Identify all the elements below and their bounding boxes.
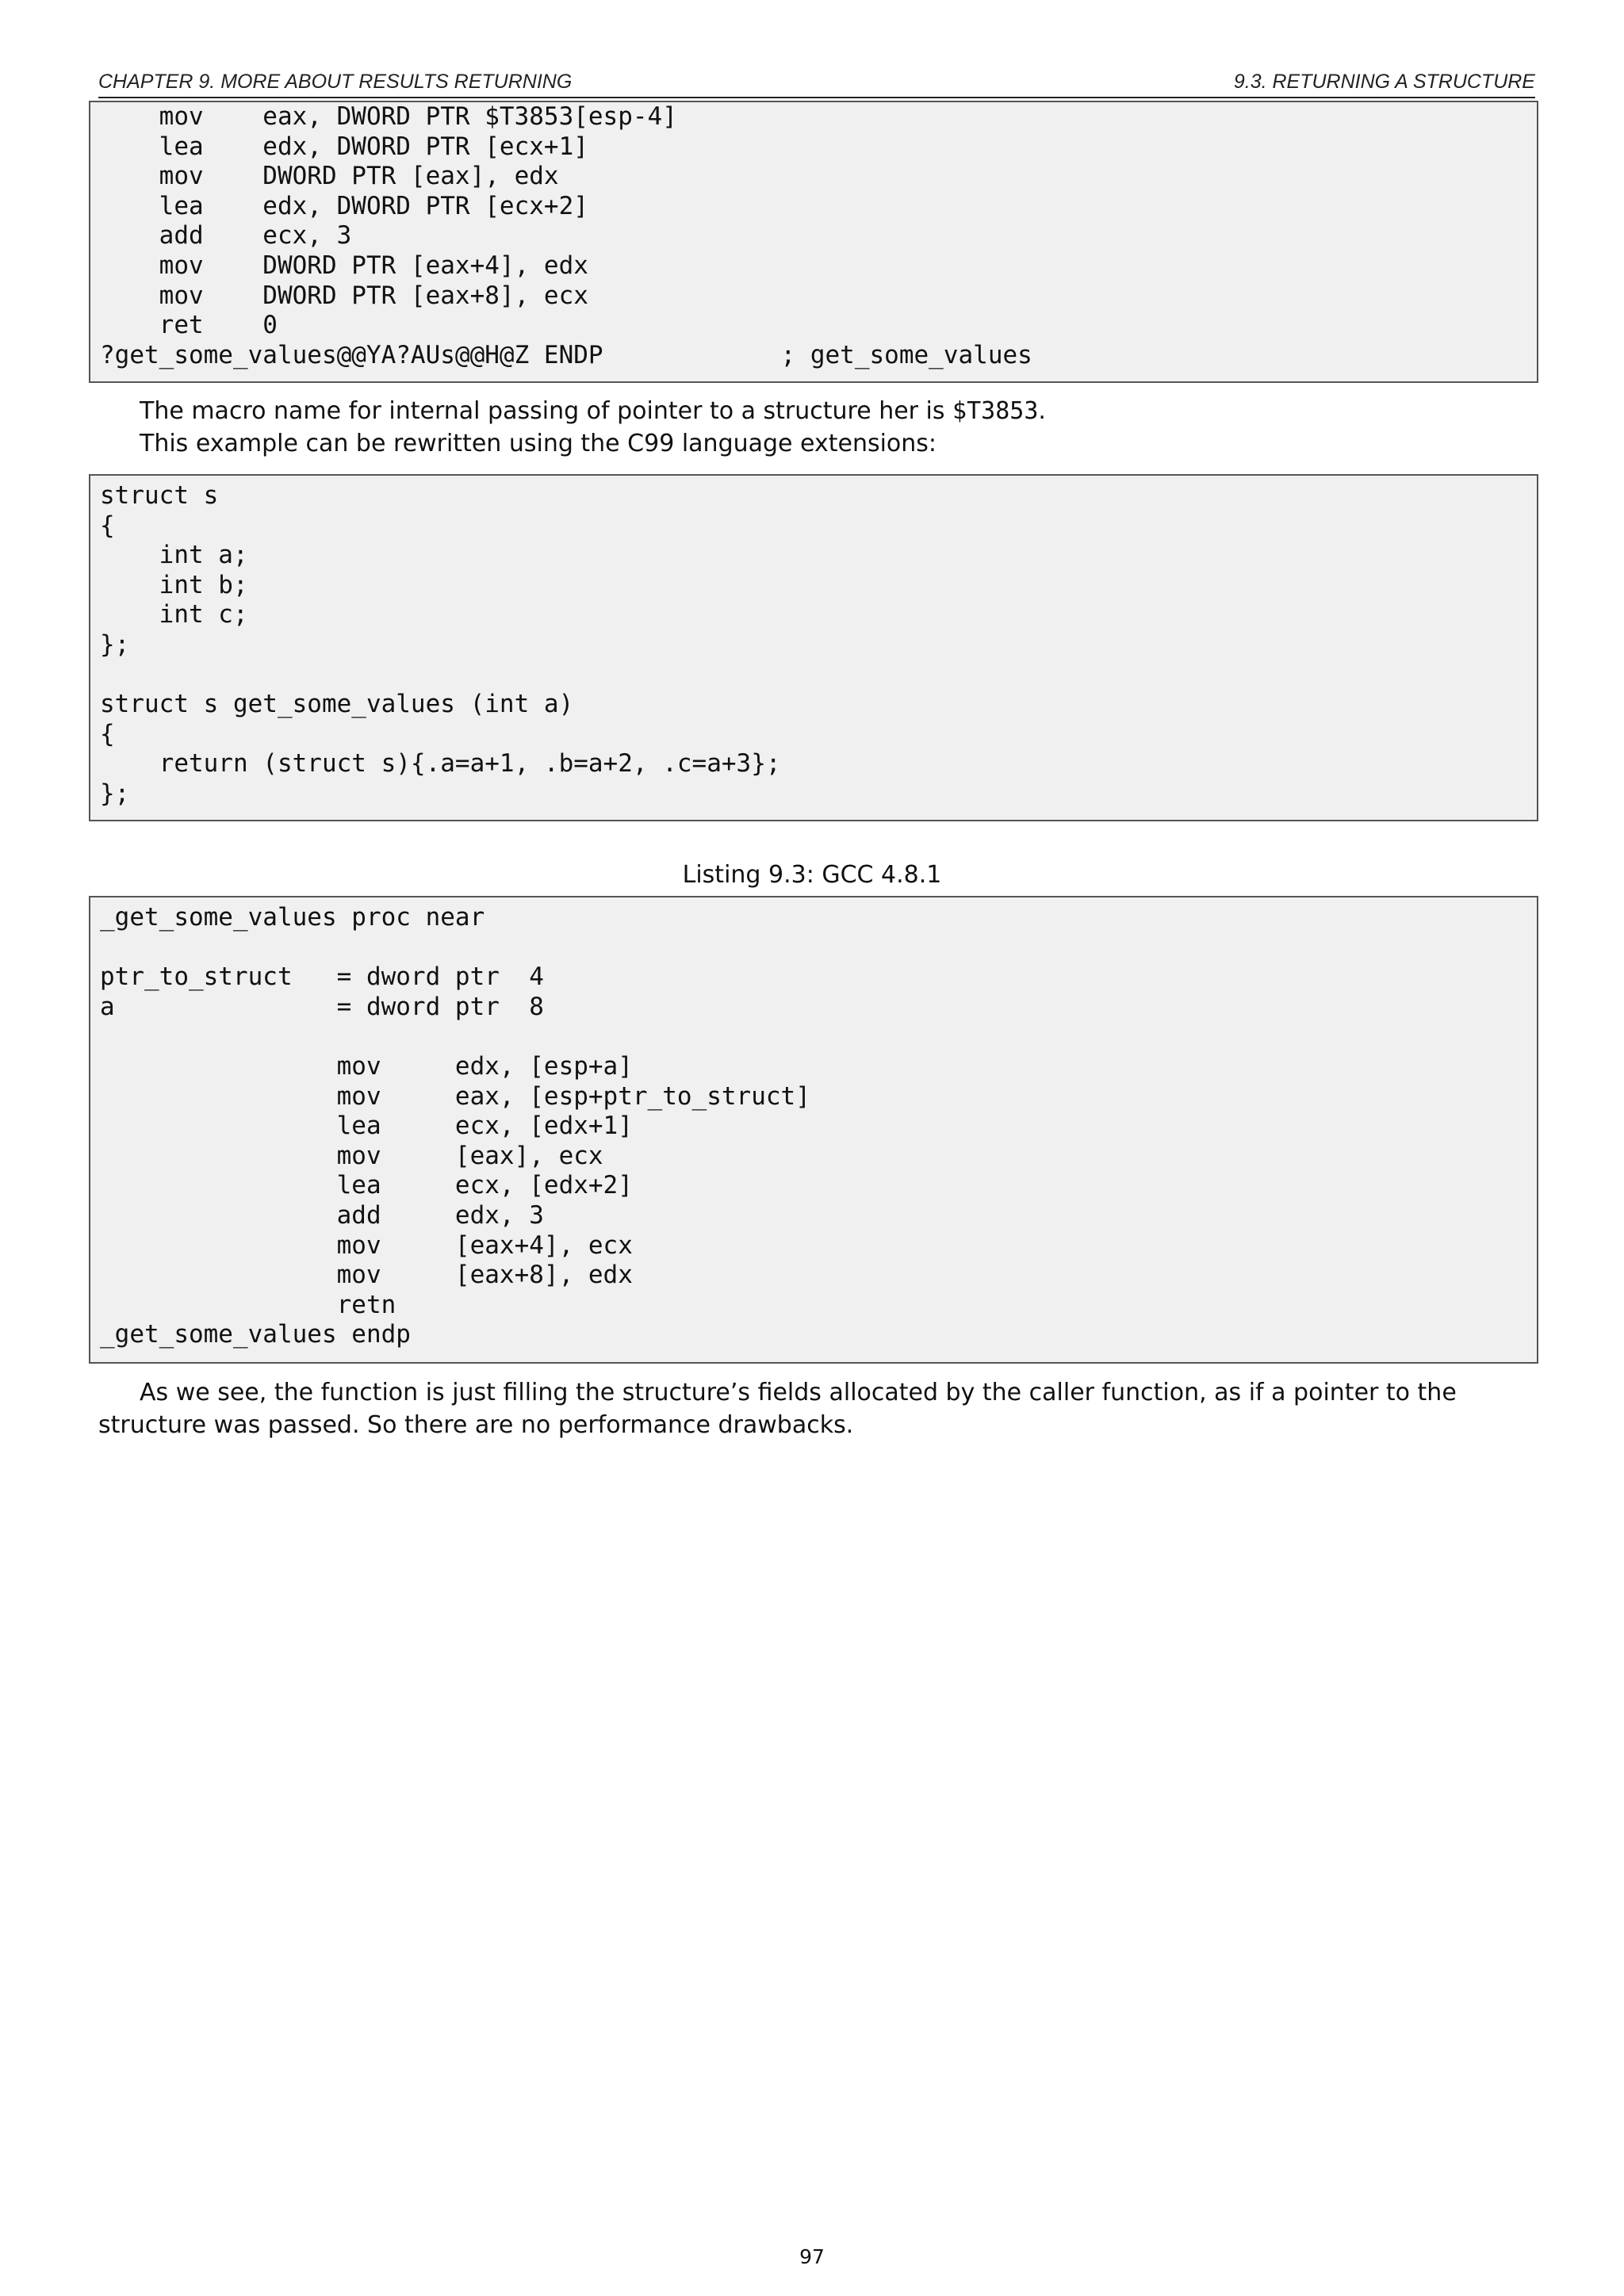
code-line: mov eax, DWORD PTR $T3853[esp-4]	[100, 102, 677, 131]
chapter-title: CHAPTER 9. MORE ABOUT RESULTS RETURNING	[98, 71, 573, 93]
code-line: ?get_some_values@@YA?AUs@@H@Z ENDP ; get_some_values	[100, 340, 1032, 369]
paragraph-line	[98, 395, 1535, 427]
code-line: retn	[100, 1290, 396, 1319]
text: .	[1038, 397, 1046, 425]
code-line: mov edx, [esp+a]	[100, 1051, 633, 1081]
page-number: 97	[799, 2245, 825, 2268]
code-line: int a;	[100, 541, 248, 570]
code-line	[100, 660, 1537, 691]
paragraph-macro-name	[98, 395, 1535, 460]
code-line: _get_some_values endp	[100, 1320, 411, 1349]
code-line: lea edx, DWORD PTR [ecx+2]	[100, 191, 588, 220]
running-header	[98, 68, 1535, 98]
code-line: lea edx, DWORD PTR [ecx+1]	[100, 132, 588, 161]
code-line: int b;	[100, 570, 248, 599]
code-listing-msvc	[89, 101, 1538, 383]
listing-caption: Listing 9.3: GCC 4.8.1	[682, 861, 942, 889]
code-line	[100, 1022, 1537, 1052]
paragraph-line: This example can be rewritten using the C99 language extensions:	[140, 430, 937, 457]
code-line: add ecx, 3	[100, 221, 352, 251]
code-line: a = dword ptr 8	[100, 992, 544, 1021]
code-listing-gcc	[89, 896, 1538, 1364]
code-line: mov DWORD PTR [eax], edx	[100, 162, 559, 191]
code-lines	[90, 476, 1537, 809]
code-line: mov [eax+8], edx	[100, 1261, 633, 1290]
code-lines	[90, 102, 1537, 370]
text: The macro name for internal passing of pointer to a structure her is	[140, 397, 953, 425]
paragraph-text: As we see, the function is just filling the structure’s fields allocated by the caller function, as if a pointer to the structure was passed. So there are no performance drawbacks.	[98, 1379, 1457, 1439]
code-line: mov eax, [esp+ptr_to_struct]	[100, 1081, 810, 1111]
code-line: struct s	[100, 481, 219, 510]
code-line: lea ecx, [edx+2]	[100, 1171, 633, 1200]
code-line: ret 0	[100, 311, 278, 340]
code-line	[100, 933, 1537, 963]
code-line: {	[100, 511, 115, 540]
code-line: return (struct s){.a=a+1, .b=a+2, .c=a+3};	[100, 749, 781, 779]
code-line: mov DWORD PTR [eax+8], ecx	[100, 281, 588, 310]
code-line: int c;	[100, 600, 248, 629]
code-lines	[90, 897, 1537, 1350]
paragraph-conclusion	[98, 1376, 1535, 1441]
code-line: };	[100, 779, 130, 808]
code-line: _get_some_values proc near	[100, 903, 485, 932]
code-line: struct s get_some_values (int a)	[100, 690, 574, 719]
code-line: };	[100, 629, 130, 659]
code-line: ptr_to_struct = dword ptr 4	[100, 962, 544, 992]
code-line: mov [eax], ecx	[100, 1141, 603, 1170]
code-line: add edx, 3	[100, 1200, 544, 1230]
inline-code: $T3853	[952, 397, 1039, 425]
code-listing-c99	[89, 474, 1538, 821]
section-title: 9.3. RETURNING A STRUCTURE	[1233, 71, 1535, 93]
code-line: mov DWORD PTR [eax+4], edx	[100, 251, 588, 280]
code-line: mov [eax+4], ecx	[100, 1230, 633, 1260]
code-line: lea ecx, [edx+1]	[100, 1112, 633, 1141]
code-line: {	[100, 719, 115, 748]
